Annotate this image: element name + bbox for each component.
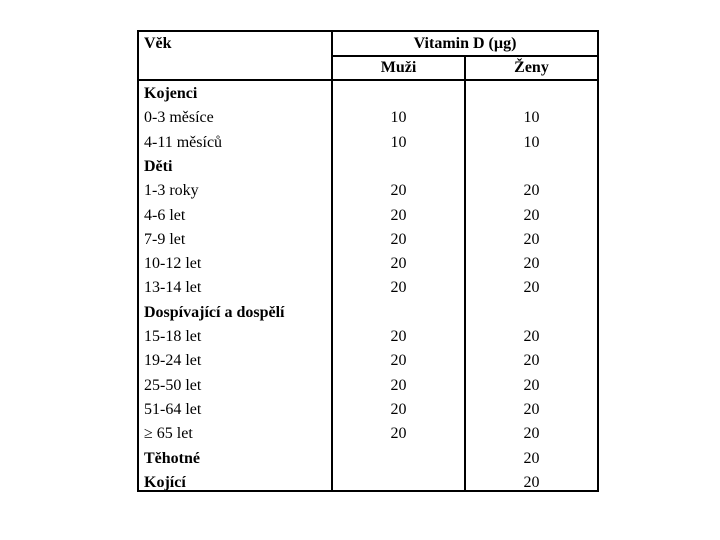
age-cell: 0-3 měsíce xyxy=(144,109,214,127)
age-cell: 51-64 let xyxy=(144,400,202,418)
age-cell: 4-6 let xyxy=(144,206,186,224)
women-value-cell: 20 xyxy=(523,425,540,443)
age-cell: 7-9 let xyxy=(144,230,186,248)
women-value-cell: 20 xyxy=(523,279,540,297)
age-cell: 10-12 let xyxy=(144,255,202,273)
women-value-cell: 20 xyxy=(523,206,540,224)
women-value-cell: 10 xyxy=(523,133,540,151)
men-value-cell: 20 xyxy=(390,328,407,345)
men-value-cell: 20 xyxy=(390,279,407,297)
age-cell: 19-24 let xyxy=(144,352,202,370)
age-column-header: Věk xyxy=(144,35,172,52)
age-cell: ≥ 65 let xyxy=(144,425,193,443)
men-value-cell: 20 xyxy=(390,400,407,418)
age-cell: Děti xyxy=(144,157,173,175)
age-cell: 4-11 měsíců xyxy=(144,133,223,151)
age-cell: 13-14 let xyxy=(144,279,202,297)
age-cell: 25-50 let xyxy=(144,376,202,394)
women-value-cell: 20 xyxy=(523,328,540,345)
men-value-cell: 20 xyxy=(390,206,407,224)
men-value-cell: 10 xyxy=(390,109,407,127)
age-cell: 1-3 roky xyxy=(144,182,199,200)
men-value-cell: 20 xyxy=(390,352,407,370)
women-value-cell: 20 xyxy=(523,230,540,248)
women-value-cell: 20 xyxy=(523,449,540,467)
women-value-cell: 20 xyxy=(523,400,540,418)
women-value-cell: 20 xyxy=(523,352,540,370)
men-value-cell: 20 xyxy=(390,425,407,443)
age-cell: Dospívající a dospělí xyxy=(144,303,285,321)
women-value-cell: 20 xyxy=(523,376,540,394)
men-value-cell: 10 xyxy=(390,133,407,151)
age-cell: Těhotné xyxy=(144,449,200,467)
men-value-cell: 20 xyxy=(390,182,407,200)
age-cell: 15-18 let xyxy=(144,328,202,345)
age-cell: Kojící xyxy=(144,473,186,491)
men-value-cell: 20 xyxy=(390,376,407,394)
age-cell: Kojenci xyxy=(144,85,198,102)
women-value-cell: 20 xyxy=(523,473,540,491)
men-column-header: Muži xyxy=(380,59,417,76)
men-value-cell: 20 xyxy=(390,255,407,273)
women-column-header: Ženy xyxy=(514,59,549,76)
women-value-cell: 20 xyxy=(523,255,540,273)
women-value-cell: 20 xyxy=(523,182,540,200)
men-value-cell: 20 xyxy=(390,230,407,248)
women-value-cell: 10 xyxy=(523,109,540,127)
vitamin-d-header: Vitamin D (µg) xyxy=(413,35,517,52)
